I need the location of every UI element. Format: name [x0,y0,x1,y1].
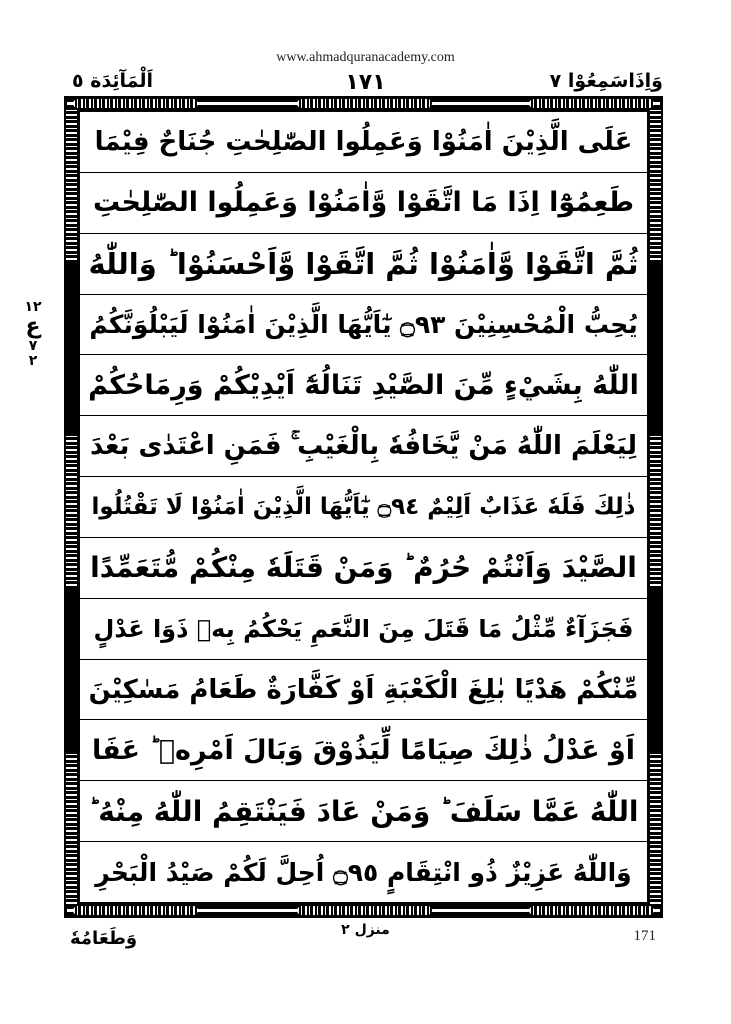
verse-lines [80,112,647,902]
juz-name: وَاِذَاسَمِعُوْا ٧ [549,70,663,92]
bottom-border-band [67,905,660,916]
left-border-ornament-icon [66,110,77,260]
verse-line: الصَّيْدَ وَاَنْتُمْ حُرُمٌ ؕ وَمَنْ قَتَلَهٗ مِنْكُمْ مُّتَعَمِّدًا [80,538,647,599]
manzil-label: منزل ٢ [341,922,390,938]
ruku-count-top: ١٢ [24,299,42,315]
verse-line: ثُمَّ اتَّقَوْا وَّاٰمَنُوْا ثُمَّ اتَّقَوْا وَّاَحْسَنُوْا ؕ وَاللّٰهُ [80,234,647,295]
ruku-count-bottom: ٢ [28,353,38,369]
ruku-marker [18,300,48,369]
text-area [79,111,648,903]
top-right-cartouche-icon [529,99,654,108]
ruku-count-middle: ٧ [28,338,38,354]
verse-line: اللّٰهُ بِشَيْءٍ مِّنَ الصَّيْدِ تَنَالُهٗٓ اَيْدِيْكُمْ وَرِمَاحُكُمْ [80,355,647,416]
verse-line: مِّنْكُمْ هَدْيًا بٰلِغَ الْكَعْبَةِ اَوْ كَفَّارَةٌ طَعَامُ مَسٰكِيْنَ [80,660,647,721]
bottom-left-cartouche-icon [73,906,198,915]
site-url: www.ahmadquranacademy.com [276,50,455,65]
catchword: وَطَعَامُهٗ [70,928,138,949]
right-border-ornament-icon [650,436,661,586]
ruku-symbol: ع [25,314,41,339]
top-left-cartouche-icon [73,99,198,108]
bottom-right-cartouche-icon [529,906,654,915]
bottom-center-cartouche-icon [297,906,432,915]
left-border-ornament-icon [66,436,77,586]
right-border-ornament-icon [650,110,661,260]
top-center-cartouche-icon [297,99,432,108]
verse-line: ذٰلِكَ فَلَهٗ عَذَابٌ اَلِيْمٌ ۝٩٤ يٰٓاَيُّهَا الَّذِيْنَ اٰمَنُوْا لَا تَقْتُلُوا [80,477,647,538]
right-border-ornament-icon [650,754,661,904]
left-border-ornament-icon [66,754,77,904]
verse-line: يُحِبُّ الْمُحْسِنِيْنَ ۝٩٣ يٰٓاَيُّهَا الَّذِيْنَ اٰمَنُوْا لَيَبْلُوَنَّكُمُ [80,295,647,356]
surah-name: اَلْمَآئِدَة ٥ [72,70,154,92]
ornamental-page-frame [64,96,663,918]
verse-line: فَجَزَآءٌ مِّثْلُ مَا قَتَلَ مِنَ النَّعَمِ يَحْكُمُ بِهٖ ذَوَا عَدْلٍ [80,599,647,660]
page-number: 171 [633,928,656,944]
top-border-band [67,98,660,109]
verse-line: وَاللّٰهُ عَزِيْزٌ ذُو انْتِقَامٍ ۝٩٥ اُحِلَّ لَكُمْ صَيْدُ الْبَحْرِ [95,857,632,887]
verse-line: اللّٰهُ عَمَّا سَلَفَ ؕ وَمَنْ عَادَ فَيَنْتَقِمُ اللّٰهُ مِنْهُ ؕ [80,781,647,842]
verse-line: لِيَعْلَمَ اللّٰهُ مَنْ يَّخَافُهٗ بِالْغَيْبِ ۚ فَمَنِ اعْتَدٰى بَعْدَ [80,416,647,477]
verse-line: طَعِمُوْٓا اِذَا مَا اتَّقَوْا وَّاٰمَنُوْا وَعَمِلُوا الصّٰلِحٰتِ [80,173,647,234]
page-number-arabic: ١٧١ [345,70,386,95]
verse-line: عَلَى الَّذِيْنَ اٰمَنُوْا وَعَمِلُوا الصّٰلِحٰتِ جُنَاحٌ فِيْمَا [80,112,647,173]
verse-line: اَوْ عَدْلُ ذٰلِكَ صِيَامًا لِّيَذُوْقَ وَبَالَ اَمْرِهٖ ؕ عَفَا [80,720,647,781]
